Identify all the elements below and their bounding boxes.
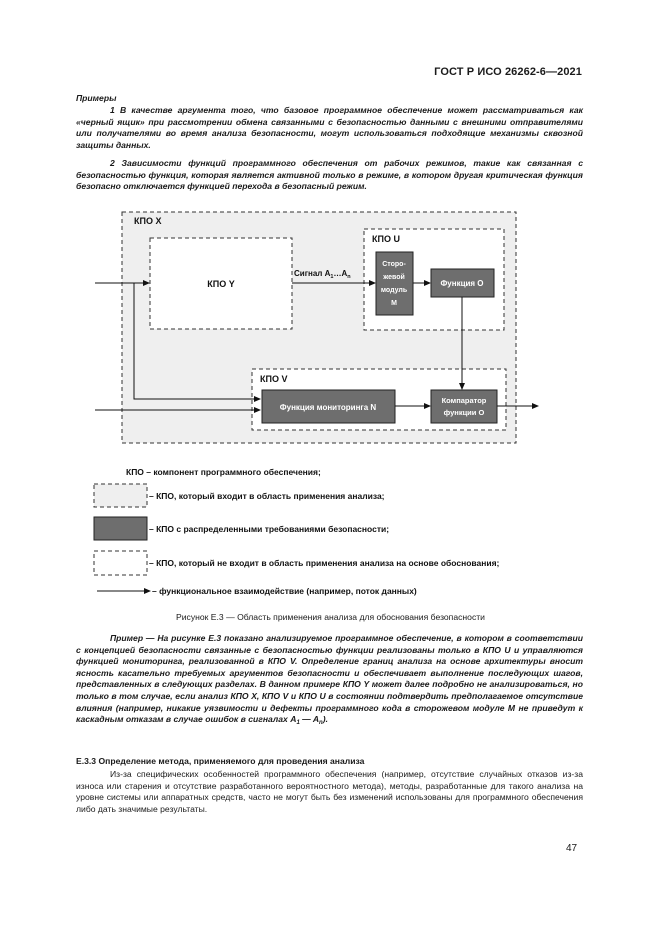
legend-kpo-definition: КПО – компонент программного обеспечения; [126,467,321,477]
example-2: 2 Зависимости функций программного обеспечения от рабочих режимов, такие как связанная с безопасностью функция, которая является активной только в режиме, в котором другая критическая функция безопасно отключается функцией перехода в безопасный режим. [76,158,583,192]
legend-in-scope: – КПО, который входит в область применения анализа; [149,491,385,501]
comparator-label-1: Компаратор [441,396,487,405]
figure-caption: Рисунок Е.3 — Область применения анализа для обоснования безопасности [176,612,485,622]
signal-label: Сигнал $A_1\dots A_n$ [294,269,351,280]
function-o-label: Функция O [440,279,484,288]
kpo-x-label: КПО X [134,216,162,226]
example-paragraph: Пример — На рисунке Е.3 показано анализируемое программное обеспечение, в котором в соответствии с концепцией безопасности связанные с безопасностью функции реализованы только в КПО U и управляются функцией мониторинга, реализованной в КПО V. Определение границ анализа на основе архитектуры вносит ясность касательно требуемых аргументов безопасности и обеспечивает выполнение последующих шагов, представленных в следующих разделах. В данном примере КПО Y может далее подробно не анализироваться, но только в том случае, если анализ КПО X, КПО V и КПО U в состоянии подтвердить предполагаемое отсутствие влияния (например, никакие уязвимости и дефекты программного кода в сторожевом модуле M не приведут к каскадным отказам в случае ошибок в сигналах $A_1$ — $A_n$). [76,633,583,727]
examples-title: Примеры [76,93,117,103]
page-number: 47 [566,843,578,854]
monitoring-n-label: Функция мониторинга N [279,403,377,412]
legend-safety-req: – КПО с распределенными требованиями безопасности; [149,524,390,534]
comparator-label-2: функции O [443,408,485,417]
legend-swatch-in-scope [94,484,147,507]
safety-analysis-diagram [86,205,556,605]
section-body: Из-за специфических особенностей программного обеспечения (например, отсутствие случайных отказов из-за износа или старения и отсутствие разработанного вероятностного метода), методы, разработанные для такого анализа на уровне системы или аппаратных средств, часто не могут быть без изменений использованы для программного обеспечения либо дать значимые результаты. [76,769,583,814]
watchdog-label-3: модуль [380,287,408,294]
kpo-y-label: КПО Y [207,279,235,289]
standard-header: ГОСТ Р ИСО 26262-6—2021 [434,66,582,78]
watchdog-label-4: M [391,300,397,307]
legend-out-scope: – КПО, который не входит в область применения анализа на основе обоснования; [149,558,500,568]
kpo-u-label: КПО U [372,234,400,244]
section-heading: Е.3.3 Определение метода, применяемого для проведения анализа [76,756,365,766]
comparator-box [431,390,497,423]
example-1: 1 В качестве аргумента того, что базовое программное обеспечение может рассматриваться как «черный ящик» при рассмотрении обмена связанными с безопасностью данными с внешними отправителями или получателями во время анализа безопасности, могут использоваться подходящие механизмы сквозной защиты данных. [76,105,583,150]
kpo-v-label: КПО V [260,374,288,384]
watchdog-label-1: Сторо- [382,261,406,268]
legend-swatch-safety [94,517,147,540]
legend-interaction: – функциональное взаимодействие (например, поток данных) [152,586,417,596]
legend-swatch-out-scope [94,551,147,575]
watchdog-label-2: жевой [383,274,405,281]
